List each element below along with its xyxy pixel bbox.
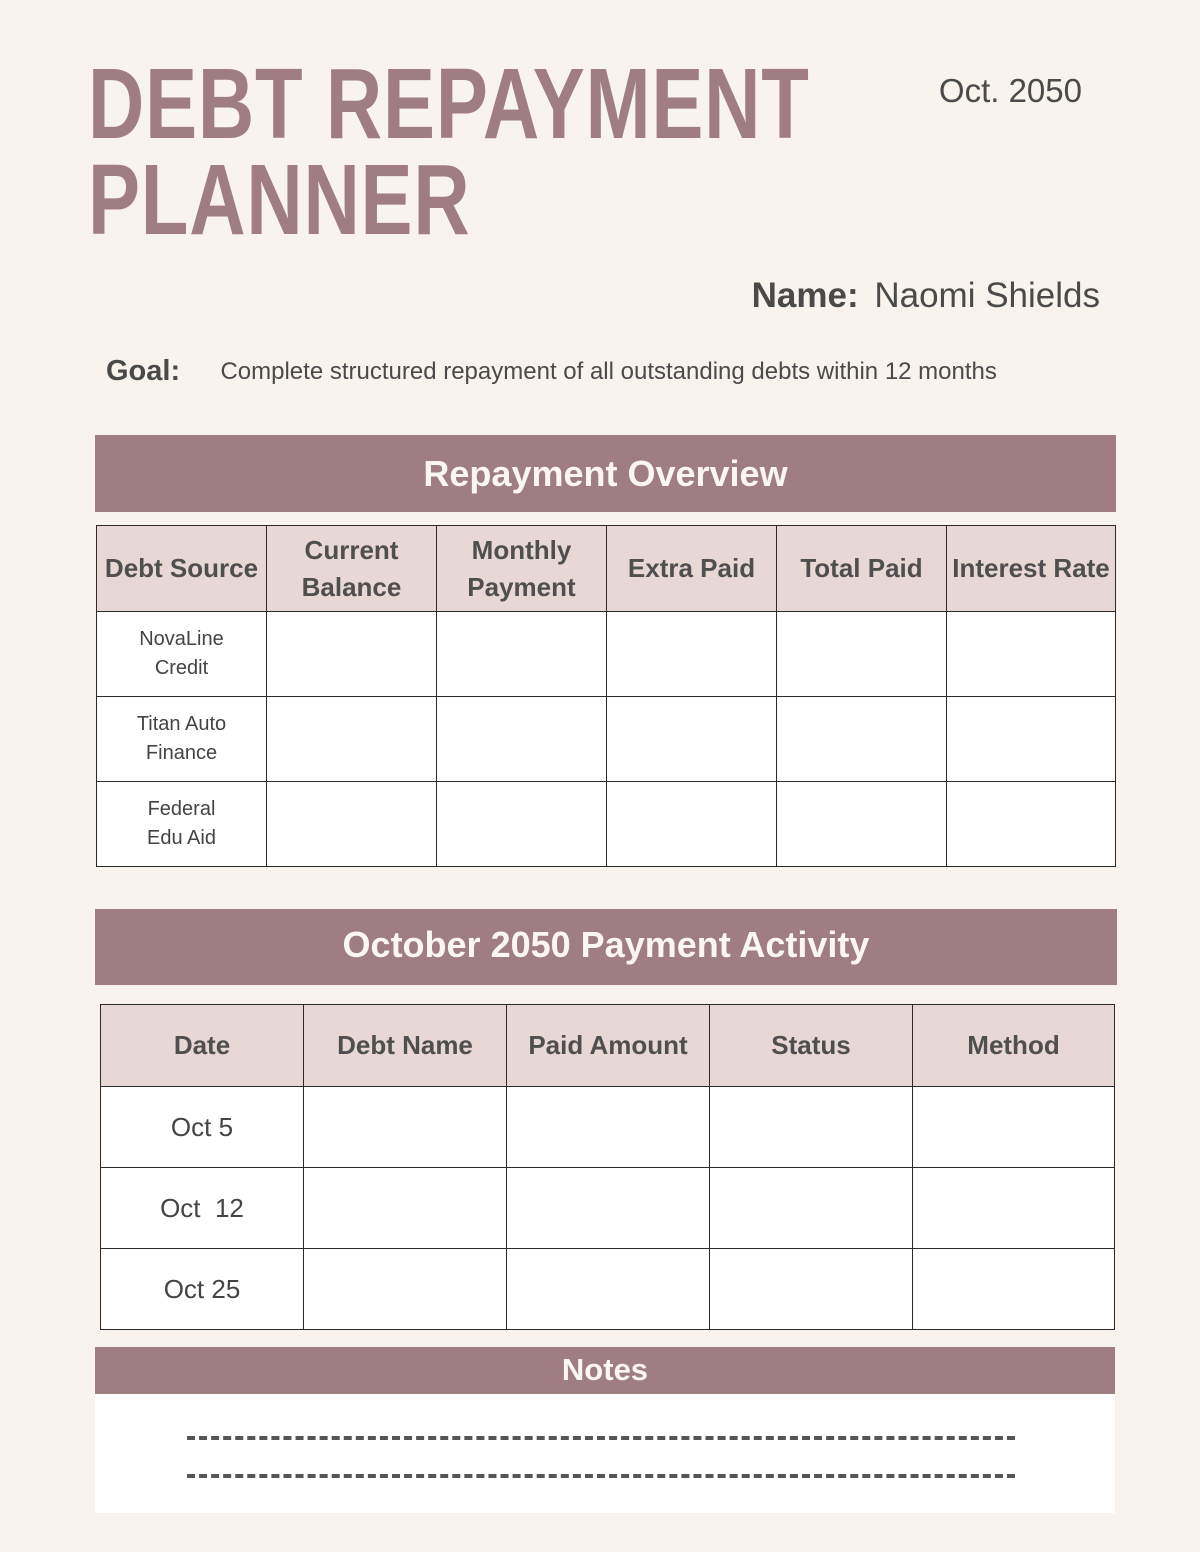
method-cell[interactable] xyxy=(913,1087,1115,1168)
method-cell[interactable] xyxy=(913,1249,1115,1330)
extra-paid-cell[interactable] xyxy=(607,782,777,867)
repayment-overview-heading: Repayment Overview xyxy=(95,435,1116,512)
paid-amount-cell[interactable] xyxy=(507,1087,710,1168)
table-row xyxy=(101,1168,1115,1249)
column-header-monthly-payment: Monthly Payment xyxy=(437,526,607,612)
notes-line xyxy=(187,1474,1015,1478)
payment-activity-table xyxy=(100,1004,1115,1330)
column-header-extra-paid: Extra Paid xyxy=(607,526,777,612)
monthly-payment-cell[interactable] xyxy=(437,697,607,782)
debt-source-cell xyxy=(97,612,267,697)
column-header-interest-rate: Interest Rate xyxy=(947,526,1116,612)
table-row xyxy=(101,1249,1115,1330)
page-title xyxy=(88,48,810,256)
title-line-2: PLANNER xyxy=(88,144,471,256)
table-header-row xyxy=(101,1005,1115,1087)
paid-amount-cell[interactable] xyxy=(507,1249,710,1330)
interest-rate-cell[interactable] xyxy=(947,612,1116,697)
total-paid-cell[interactable] xyxy=(777,612,947,697)
status-cell[interactable] xyxy=(710,1087,913,1168)
goal-label: Goal: xyxy=(106,355,181,387)
title-line-1: DEBT REPAYMENT xyxy=(88,48,810,160)
notes-heading: Notes xyxy=(95,1347,1115,1394)
column-header-date: Date xyxy=(101,1005,304,1087)
date-cell: Oct 12 xyxy=(101,1168,304,1249)
goal-row xyxy=(106,355,1106,388)
debt-source-cell xyxy=(97,697,267,782)
monthly-payment-cell[interactable] xyxy=(437,612,607,697)
table-row xyxy=(97,782,1116,867)
status-cell[interactable] xyxy=(710,1249,913,1330)
method-cell[interactable] xyxy=(913,1168,1115,1249)
extra-paid-cell[interactable] xyxy=(607,697,777,782)
current-balance-cell[interactable] xyxy=(267,782,437,867)
table-row xyxy=(97,697,1116,782)
notes-line xyxy=(187,1436,1015,1440)
name-row xyxy=(752,276,1100,316)
interest-rate-cell[interactable] xyxy=(947,697,1116,782)
column-header-status: Status xyxy=(710,1005,913,1087)
table-header-row xyxy=(97,526,1116,612)
paid-amount-cell[interactable] xyxy=(507,1168,710,1249)
debt-source-cell xyxy=(97,782,267,867)
debt-source-label: NovaLine Credit xyxy=(139,628,224,679)
status-cell[interactable] xyxy=(710,1168,913,1249)
table-row xyxy=(101,1087,1115,1168)
total-paid-cell[interactable] xyxy=(777,782,947,867)
name-label: Name: xyxy=(751,276,859,315)
column-header-method: Method xyxy=(913,1005,1115,1087)
extra-paid-cell[interactable] xyxy=(607,612,777,697)
debt-name-cell[interactable] xyxy=(304,1168,507,1249)
column-header-current-balance: Current Balance xyxy=(267,526,437,612)
column-header-debt-name: Debt Name xyxy=(304,1005,507,1087)
payment-activity-heading: October 2050 Payment Activity xyxy=(95,909,1117,985)
current-balance-cell[interactable] xyxy=(267,612,437,697)
goal-value: Complete structured repayment of all outstanding debts within 12 months xyxy=(220,357,997,385)
debt-name-cell[interactable] xyxy=(304,1087,507,1168)
interest-rate-cell[interactable] xyxy=(947,782,1116,867)
monthly-payment-cell[interactable] xyxy=(437,782,607,867)
current-balance-cell[interactable] xyxy=(267,697,437,782)
total-paid-cell[interactable] xyxy=(777,697,947,782)
header-date: Oct. 2050 xyxy=(938,72,1082,109)
debt-name-cell[interactable] xyxy=(304,1249,507,1330)
column-header-debt-source: Debt Source xyxy=(97,526,267,612)
name-value: Naomi Shields xyxy=(874,276,1100,315)
column-header-total-paid: Total Paid xyxy=(777,526,947,612)
date-cell: Oct 25 xyxy=(101,1249,304,1330)
date-cell: Oct 5 xyxy=(101,1087,304,1168)
debt-source-label: Federal Edu Aid xyxy=(147,798,216,849)
debt-source-label: Titan Auto Finance xyxy=(136,713,227,764)
table-row xyxy=(97,612,1116,697)
notes-area[interactable] xyxy=(95,1394,1115,1513)
repayment-overview-table xyxy=(96,525,1116,867)
column-header-paid-amount: Paid Amount xyxy=(507,1005,710,1087)
